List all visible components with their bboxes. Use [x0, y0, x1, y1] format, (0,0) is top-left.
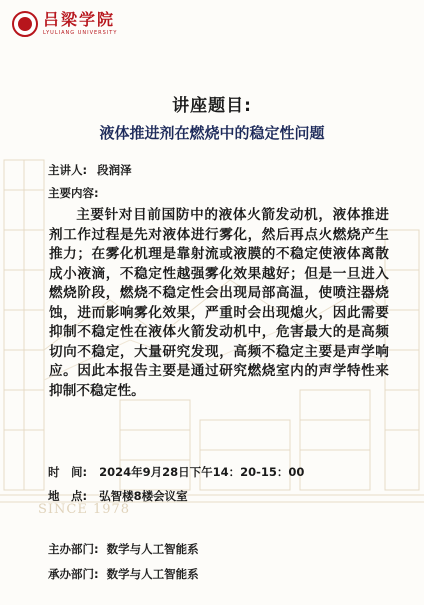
lecture-topic: 液体推进剂在燃烧中的稳定性问题	[99, 124, 325, 142]
time-row	[48, 464, 304, 480]
university-name-cn: 吕梁学院	[43, 10, 116, 29]
lecture-title-heading: 讲座题目:	[172, 96, 252, 116]
speaker-label: 主讲人:	[48, 163, 88, 177]
location-row	[48, 488, 188, 504]
university-seal-icon	[12, 11, 38, 37]
time-label: 时 间:	[48, 465, 88, 479]
speaker-name: 段润泽	[97, 163, 132, 177]
location-value: 弘智楼8楼会议室	[99, 489, 188, 503]
time-value: 2024年9月28日下午14：20-15：00	[99, 465, 305, 479]
co-organizer-label: 承办部门:	[48, 567, 99, 581]
location-label: 地 点:	[48, 489, 88, 503]
organizer-value: 数学与人工智能系	[106, 542, 199, 556]
university-logo	[12, 8, 117, 40]
content-label: 主要内容:	[48, 186, 99, 200]
co-organizer-row	[48, 566, 199, 582]
university-name-en: LYULIANG UNIVERSITY	[43, 30, 118, 36]
co-organizer-value: 数学与人工智能系	[106, 567, 199, 581]
organizer-label: 主办部门:	[48, 542, 99, 556]
organizer-row	[48, 541, 199, 557]
since-watermark: SINCE 1978	[38, 502, 131, 517]
content-paragraph: 主要针对目前国防中的液体火箭发动机，液体推进剂工作过程是先对液体进行雾化，然后再点火燃烧产生推力；在雾化机理是靠射流或液膜的不稳定使液体离散成小液滴，不稳定性越强雾化效果越好；但是一旦进入燃烧阶段，燃烧不稳定性会出现局部高温，使喷注器烧蚀，进而影响雾化效果，严重时会出现熄火，因此需要抑制不稳定性在液体火箭发动机中，危害最大的是高频切向不稳定，大量研究发现，高频不稳定主要是声学响应。因此本报告主要是通过研究燃烧室内的声学特性来抑制不稳定性。	[49, 207, 389, 399]
speaker-row	[48, 162, 132, 178]
